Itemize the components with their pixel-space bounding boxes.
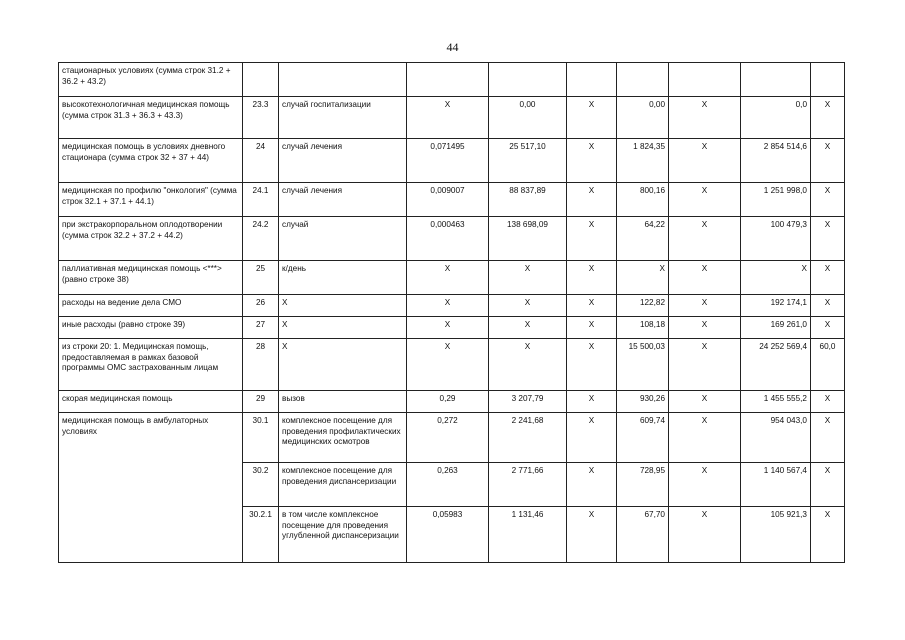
value-cell-7: 122,82 [617, 295, 669, 317]
value-cell-4: 0,000463 [407, 217, 489, 261]
value-cell-10: Х [811, 463, 845, 507]
value-cell-10: 60,0 [811, 339, 845, 391]
row-name-cell: иные расходы (равно строке 39) [59, 317, 243, 339]
value-cell-4: 0,071495 [407, 139, 489, 183]
unit-cell: Х [279, 339, 407, 391]
value-cell-5: Х [489, 317, 567, 339]
value-cell-10: Х [811, 183, 845, 217]
value-cell-6: Х [567, 261, 617, 295]
table-row [59, 261, 845, 295]
row-name-cell: из строки 20: 1. Медицинская помощь, предоставляемая в рамках базовой программы ОМС застрахованным лицам [59, 339, 243, 391]
value-cell-5: Х [489, 295, 567, 317]
value-cell-7: 0,00 [617, 97, 669, 139]
value-cell-10: Х [811, 261, 845, 295]
row-name-cell: высокотехнологичная медицинская помощь (сумма строк 31.3 + 36.3 + 43.3) [59, 97, 243, 139]
value-cell-5: Х [489, 261, 567, 295]
table-row [59, 183, 845, 217]
value-cell-6: Х [567, 339, 617, 391]
value-cell-10: Х [811, 391, 845, 413]
page-number: 44 [446, 40, 459, 54]
row-name-cell: медицинская по профилю "онкология" (сумма строк 32.1 + 37.1 + 44.1) [59, 183, 243, 217]
value-cell-5: 2 241,68 [489, 413, 567, 463]
value-cell-7: 800,16 [617, 183, 669, 217]
value-cell-10: Х [811, 217, 845, 261]
value-cell-8: Х [669, 339, 741, 391]
value-cell-8: Х [669, 295, 741, 317]
table-row [59, 295, 845, 317]
value-cell-9: 1 455 555,2 [741, 391, 811, 413]
value-cell-8: Х [669, 139, 741, 183]
value-cell-4: 0,263 [407, 463, 489, 507]
table-row [59, 97, 845, 139]
table-row [59, 63, 845, 97]
row-number-cell: 23.3 [243, 97, 279, 139]
row-number-cell: 24.1 [243, 183, 279, 217]
value-cell-6: Х [567, 139, 617, 183]
value-cell-6: Х [567, 317, 617, 339]
value-cell-7: 609,74 [617, 413, 669, 463]
value-cell-9: 1 140 567,4 [741, 463, 811, 507]
data-table [58, 62, 845, 563]
unit-cell: случай [279, 217, 407, 261]
unit-cell: в том числе комплексное посещение для проведения углубленной диспансеризации [279, 507, 407, 563]
value-cell-5: 25 517,10 [489, 139, 567, 183]
value-cell-6: Х [567, 97, 617, 139]
value-cell-6: Х [567, 391, 617, 413]
value-cell-8: Х [669, 391, 741, 413]
value-cell-4: 0,009007 [407, 183, 489, 217]
value-cell-5: 0,00 [489, 97, 567, 139]
value-cell-8: Х [669, 97, 741, 139]
value-cell-7: 1 824,35 [617, 139, 669, 183]
value-cell-10: Х [811, 295, 845, 317]
unit-cell: случай лечения [279, 183, 407, 217]
unit-cell: вызов [279, 391, 407, 413]
value-cell-4 [407, 63, 489, 97]
value-cell-4: 0,29 [407, 391, 489, 413]
value-cell-7: 67,70 [617, 507, 669, 563]
value-cell-9: 105 921,3 [741, 507, 811, 563]
value-cell-7: 15 500,03 [617, 339, 669, 391]
value-cell-7 [617, 63, 669, 97]
value-cell-4: Х [407, 295, 489, 317]
row-number-cell: 24.2 [243, 217, 279, 261]
unit-cell: к/день [279, 261, 407, 295]
row-number-cell: 28 [243, 339, 279, 391]
value-cell-10: Х [811, 317, 845, 339]
table-row [59, 413, 845, 463]
value-cell-5: Х [489, 339, 567, 391]
value-cell-6: Х [567, 295, 617, 317]
table-row [59, 317, 845, 339]
table-row [59, 217, 845, 261]
unit-cell: случай госпитализации [279, 97, 407, 139]
value-cell-8: Х [669, 183, 741, 217]
value-cell-10: Х [811, 97, 845, 139]
value-cell-5: 138 698,09 [489, 217, 567, 261]
row-name-cell: скорая медицинская помощь [59, 391, 243, 413]
value-cell-6: Х [567, 463, 617, 507]
value-cell-5: 88 837,89 [489, 183, 567, 217]
row-number-cell [243, 63, 279, 97]
value-cell-4: 0,05983 [407, 507, 489, 563]
value-cell-8: Х [669, 317, 741, 339]
value-cell-9: 0,0 [741, 97, 811, 139]
unit-cell: Х [279, 295, 407, 317]
value-cell-8 [669, 63, 741, 97]
value-cell-4: Х [407, 97, 489, 139]
group-name-cell: медицинская помощь в амбулаторных условиях [59, 413, 243, 563]
row-name-cell: стационарных условиях (сумма строк 31.2 + 36.2 + 43.2) [59, 63, 243, 97]
value-cell-5: 1 131,46 [489, 507, 567, 563]
value-cell-8: Х [669, 413, 741, 463]
unit-cell: комплексное посещение для проведения диспансеризации [279, 463, 407, 507]
unit-cell: Х [279, 317, 407, 339]
value-cell-8: Х [669, 507, 741, 563]
value-cell-9: 192 174,1 [741, 295, 811, 317]
value-cell-8: Х [669, 217, 741, 261]
value-cell-9 [741, 63, 811, 97]
unit-cell: комплексное посещение для проведения профилактических медицинских осмотров [279, 413, 407, 463]
value-cell-7: 64,22 [617, 217, 669, 261]
value-cell-8: Х [669, 463, 741, 507]
value-cell-9: 2 854 514,6 [741, 139, 811, 183]
row-name-cell: паллиативная медицинская помощь <***> (равно строке 38) [59, 261, 243, 295]
value-cell-6 [567, 63, 617, 97]
value-cell-6: Х [567, 507, 617, 563]
row-number-cell: 26 [243, 295, 279, 317]
row-number-cell: 24 [243, 139, 279, 183]
value-cell-9: 1 251 998,0 [741, 183, 811, 217]
value-cell-8: Х [669, 261, 741, 295]
value-cell-10: Х [811, 139, 845, 183]
value-cell-6: Х [567, 217, 617, 261]
table-row [59, 339, 845, 391]
value-cell-6: Х [567, 413, 617, 463]
value-cell-10: Х [811, 507, 845, 563]
value-cell-9: 24 252 569,4 [741, 339, 811, 391]
value-cell-4: 0,272 [407, 413, 489, 463]
table-row [59, 139, 845, 183]
value-cell-7: Х [617, 261, 669, 295]
value-cell-7: 728,95 [617, 463, 669, 507]
row-name-cell: при экстракорпоральном оплодотворении (сумма строк 32.2 + 37.2 + 44.2) [59, 217, 243, 261]
row-name-cell: медицинская помощь в условиях дневного стационара (сумма строк 32 + 37 + 44) [59, 139, 243, 183]
table-row [59, 391, 845, 413]
value-cell-7: 930,26 [617, 391, 669, 413]
row-name-cell: расходы на ведение дела СМО [59, 295, 243, 317]
value-cell-6: Х [567, 183, 617, 217]
value-cell-9: 100 479,3 [741, 217, 811, 261]
value-cell-7: 108,18 [617, 317, 669, 339]
row-number-cell: 25 [243, 261, 279, 295]
row-number-cell: 30.2 [243, 463, 279, 507]
unit-cell: случай лечения [279, 139, 407, 183]
value-cell-10 [811, 63, 845, 97]
value-cell-9: 169 261,0 [741, 317, 811, 339]
value-cell-9: 954 043,0 [741, 413, 811, 463]
table-body [59, 63, 845, 563]
unit-cell [279, 63, 407, 97]
row-number-cell: 30.2.1 [243, 507, 279, 563]
value-cell-9: Х [741, 261, 811, 295]
row-number-cell: 30.1 [243, 413, 279, 463]
value-cell-4: Х [407, 317, 489, 339]
row-number-cell: 29 [243, 391, 279, 413]
value-cell-5 [489, 63, 567, 97]
row-number-cell: 27 [243, 317, 279, 339]
value-cell-4: Х [407, 339, 489, 391]
value-cell-5: 3 207,79 [489, 391, 567, 413]
value-cell-5: 2 771,66 [489, 463, 567, 507]
value-cell-4: Х [407, 261, 489, 295]
value-cell-10: Х [811, 413, 845, 463]
